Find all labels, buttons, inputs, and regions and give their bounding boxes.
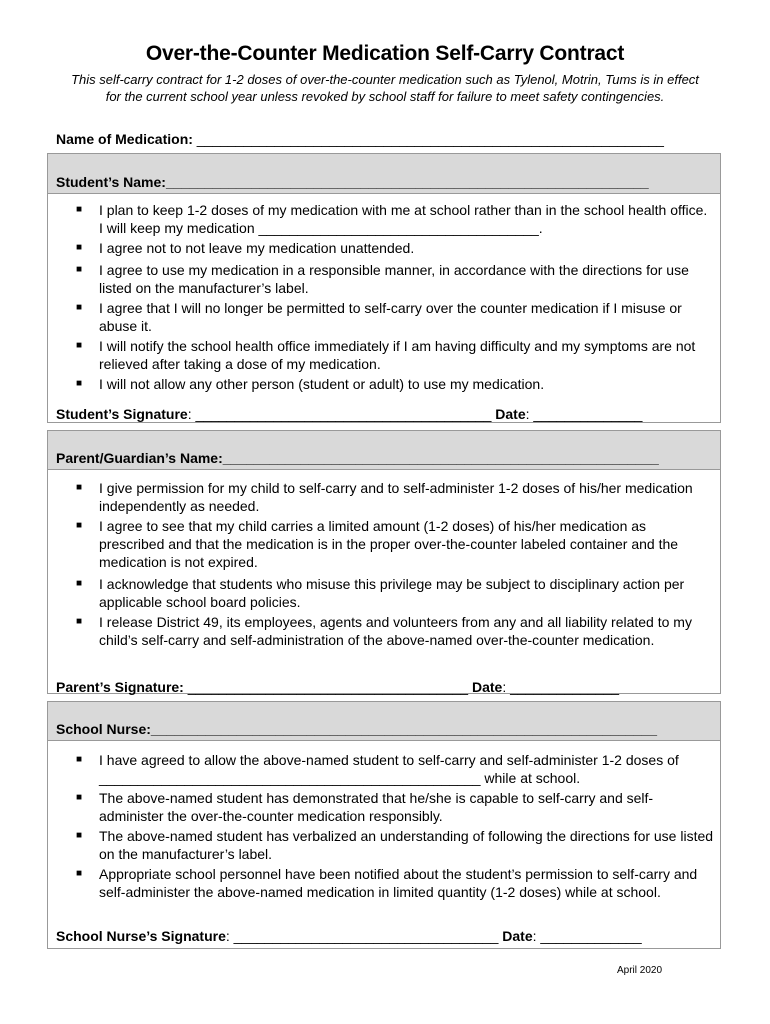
bullet-icon: ■ (76, 520, 83, 531)
parent-signature-label: Parent’s Signature: (56, 679, 184, 695)
student-agreement-list (48, 201, 720, 393)
bullet-icon: ■ (76, 830, 83, 841)
list-item: ■ I have agreed to allow the above-named student to self-carry and self-administer 1-2 doses of _________________________________________________ while at school. (76, 752, 679, 786)
nurse-signature-blank[interactable]: : __________________________________ (225, 928, 499, 944)
nurse-name-blank[interactable]: _________________________________________________________________ (150, 721, 658, 737)
list-item: ■ I agree not to not leave my medication unattended. (76, 240, 415, 256)
nurse-agreement-list (48, 751, 720, 901)
bullet-icon: ■ (76, 868, 83, 879)
parent-signature-row[interactable] (56, 679, 619, 695)
list-item: ■ I acknowledge that students who misuse this privilege may be subject to disciplinary action per applicable school board policies. (76, 576, 685, 610)
list-item: ■ Appropriate school personnel have been notified about the student’s permission to self-carry and self-administer the above-named medication in limited quantity (1-2 doses) while at school. (76, 866, 698, 900)
nurse-date-blank[interactable]: : _____________ (532, 928, 642, 944)
list-item: ■ I agree to use my medication in a responsible manner, in accordance with the directions for use listed on the manufacturer’s label. (76, 262, 689, 296)
parent-name-blank[interactable]: ________________________________________________________ (222, 450, 659, 466)
bullet-icon: ■ (76, 482, 83, 493)
nurse-signature-row[interactable] (56, 928, 642, 944)
parent-agreement-list (48, 479, 720, 649)
list-item: ■ I agree to see that my child carries a limited amount (1-2 doses) of his/her medication as prescribed and that the medication is in the proper over-the-counter labeled container and the medication is not expired. (76, 518, 679, 570)
student-name-blank[interactable]: ______________________________________________________________ (165, 174, 649, 190)
list-item: ■ I give permission for my child to self-carry and to self-administer 1-2 doses of his/her medication independently as needed. (76, 480, 693, 514)
footer-date: April 2020 (617, 965, 663, 976)
student-signature-row[interactable] (56, 406, 642, 422)
parent-date-label: Date (471, 679, 503, 695)
parent-section (47, 430, 721, 694)
list-item: ■ The above-named student has demonstrated that he/she is capable to self-carry and self-administer the over-the-counter medication responsibly. (76, 790, 654, 824)
bullet-icon: ■ (76, 204, 83, 215)
parent-signature-blank[interactable]: ____________________________________ (183, 679, 469, 695)
bullet-icon: ■ (76, 754, 83, 765)
bullet-icon: ■ (76, 578, 83, 589)
list-item: ■ I release District 49, its employees, agents and volunteers from any and all liability related to my child’s self-carry and self-administration of the above-named over-the-counter medication. (76, 614, 692, 648)
student-signature-label: Student’s Signature (56, 406, 188, 422)
parent-name-row[interactable] (48, 431, 720, 470)
student-date-blank[interactable]: : ______________ (525, 406, 643, 422)
bullet-icon: ■ (76, 242, 83, 253)
bullet-icon: ■ (76, 616, 83, 627)
student-name-row[interactable] (48, 154, 720, 194)
intro-text: This self-carry contract for 1-2 doses of over-the-counter medication such as Tylenol, Motrin, Tums is in effect for the current school year unless revoked by school staff for failure to meet safety contingencies. (71, 72, 699, 104)
list-item: ■ The above-named student has verbalized an understanding of following the directions for use listed on the manufacturer’s label. (76, 828, 714, 862)
bullet-icon: ■ (76, 264, 83, 275)
student-date-label: Date (495, 406, 526, 422)
nurse-signature-label: School Nurse’s Signature (56, 928, 226, 944)
parent-name-label: Parent/Guardian’s Name: (56, 450, 223, 466)
bullet-icon: ■ (76, 378, 83, 389)
bullet-icon: ■ (76, 340, 83, 351)
list-item: ■ I will not allow any other person (student or adult) to use my medication. (76, 376, 545, 392)
parent-date-blank[interactable]: : ______________ (502, 679, 620, 695)
nurse-name-row[interactable] (48, 702, 720, 741)
page-title: Over-the-Counter Medication Self-Carry Contract (145, 42, 625, 65)
nurse-section (47, 701, 721, 949)
student-signature-blank[interactable]: : ______________________________________ (187, 406, 492, 422)
nurse-name-label: School Nurse: (56, 721, 151, 737)
medication-name-label: Name of Medication: (56, 131, 193, 147)
student-section (47, 153, 721, 423)
list-item: ■ I will notify the school health office immediately if I am having difficulty and my symptoms are not relieved after taking a dose of my medication. (76, 338, 696, 372)
nurse-date-label: Date (502, 928, 533, 944)
list-item: ■ I agree that I will no longer be permitted to self-carry over the counter medication if I misuse or abuse it. (76, 300, 682, 334)
medication-name-blank[interactable]: ____________________________________________________________ (196, 131, 664, 147)
bullet-icon: ■ (76, 302, 83, 313)
bullet-icon: ■ (76, 792, 83, 803)
medication-name-field[interactable] (56, 131, 664, 147)
student-name-label: Student’s Name: (56, 174, 166, 190)
list-item: ■ I plan to keep 1-2 doses of my medication with me at school rather than in the school health office. I will keep my medication ____________________________________. (76, 202, 708, 236)
